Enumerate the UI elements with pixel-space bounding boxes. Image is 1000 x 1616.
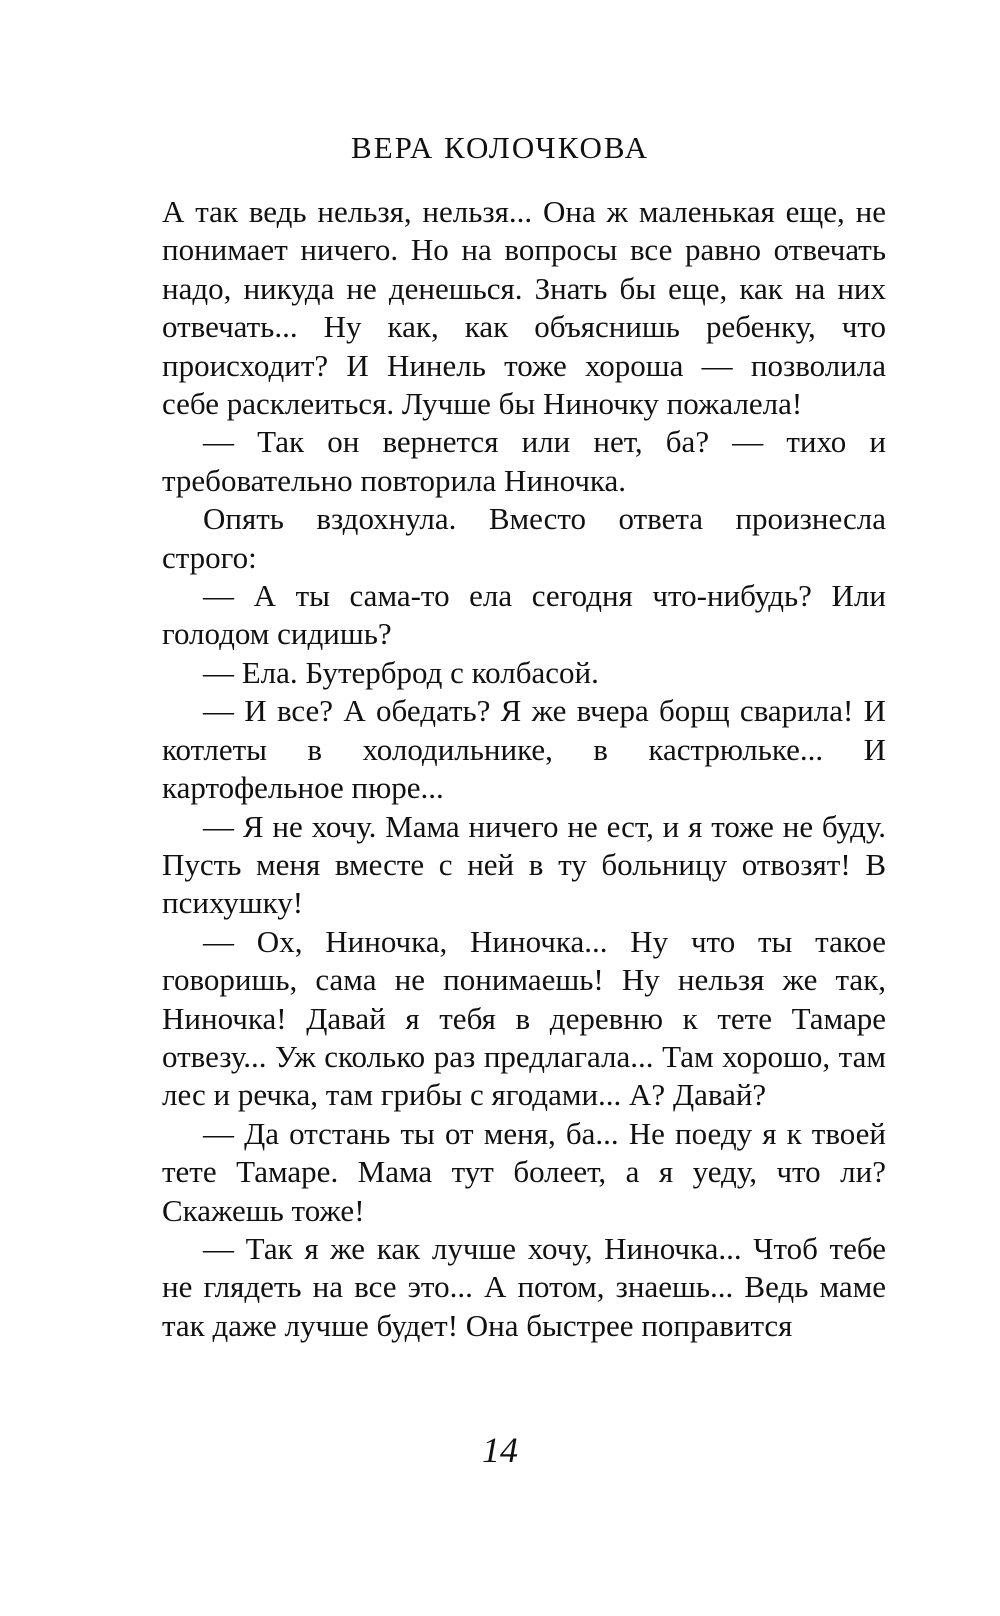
body-text <box>162 193 886 1345</box>
paragraph-1: А так ведь нельзя, нельзя... Она ж маленькая еще, не понимает ничего. Но на вопросы все равно отвечать надо, никуда не денешься. Знать бы еще, как на них отвечать... Ну как, как объяснишь ребенку, что происходит? И Нинель тоже хороша — позволила себе расклеиться. Лучше бы Ниночку пожалела! <box>162 194 886 422</box>
paragraph-6: — И все? А обедать? Я же вчера борщ сварила! И котлеты в холодильнике, в кастрюльке... И картофельное пюре... <box>162 693 886 806</box>
running-head-author: ВЕРА КОЛОЧКОВА <box>351 130 649 165</box>
paragraph-5: — Ела. Бутерброд с колбасой. <box>203 654 599 690</box>
paragraph-8: — Ох, Ниночка, Ниночка... Ну что ты такое говоришь, сама не понимаешь! Ну нельзя же так, Ниночка! Давай я тебя в деревню к тете Тамаре отвезу... Уж сколько раз предлагала... Там хорошо, там лес и речка, там грибы с ягодами... А? Давай? <box>162 923 886 1113</box>
page-number: 14 <box>482 1430 518 1470</box>
paragraph-2: — Так он вернется или нет, ба? — тихо и требовательно повторила Ниночка. <box>162 424 886 498</box>
paragraph-10: — Так я же как лучше хочу, Ниночка... Чтоб тебе не глядеть на все это... А потом, знаешь... Ведь маме так даже лучше будет! Она быстрее поправится <box>162 1230 886 1343</box>
paragraph-7: — Я не хочу. Мама ничего не ест, и я тоже не буду. Пусть меня вместе с ней в ту больницу отвозят! В психушку! <box>162 808 886 921</box>
paragraph-4: — А ты сама-то ела сегодня что-нибудь? Или голодом сидишь? <box>162 578 886 652</box>
paragraph-3: Опять вздохнула. Вместо ответа произнесла строго: <box>162 501 886 575</box>
paragraph-9: — Да отстань ты от меня, ба... Не поеду я к твоей тете Тамаре. Мама тут болеет, а я уеду, что ли? Скажешь тоже! <box>162 1115 886 1228</box>
